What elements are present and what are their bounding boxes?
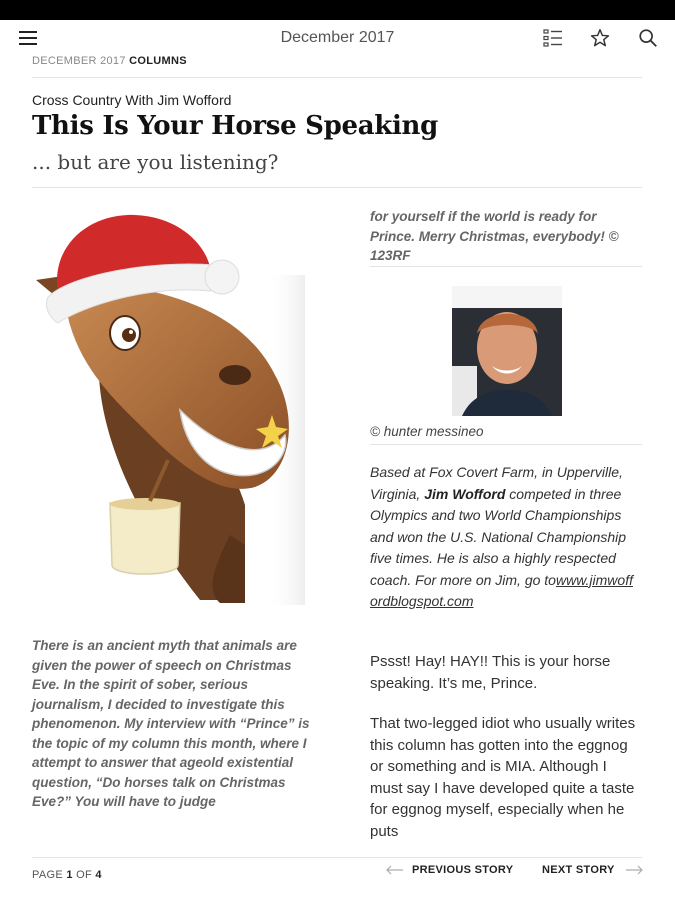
- next-story-button[interactable]: [542, 864, 643, 884]
- body-paragraph: Pssst! Hay! HAY!! This is your horse speaking. It’s me, Prince.: [370, 653, 611, 692]
- photo-credit: © hunter messineo: [370, 424, 484, 439]
- horse-in-santa-hat-image: [30, 205, 320, 625]
- star-icon[interactable]: [589, 27, 611, 49]
- bio-text: Based at Fox Covert Farm, in Upperville, Virginia,: [370, 464, 623, 502]
- author-blog-link[interactable]: www.jimwoffordblogspot.com: [370, 571, 633, 609]
- author-name: Jim Wofford: [424, 485, 506, 502]
- divider: [370, 266, 642, 267]
- article-title: This Is Your Horse Speaking: [32, 111, 439, 141]
- divider: [32, 187, 642, 188]
- page-indicator: [32, 869, 102, 881]
- breadcrumb-section[interactable]: COLUMNS: [129, 55, 187, 67]
- bio-text: competed in three Olympics and two World Championships and won the U.S. National Championship five times. He is also a highly respected coach. For more on Jim, go to: [370, 485, 627, 588]
- column-series-title: Cross Country With Jim Wofford: [32, 92, 232, 108]
- page-total: 4: [95, 869, 102, 881]
- previous-story-label: PREVIOUS STORY: [412, 864, 514, 877]
- top-app-bar: [0, 20, 675, 56]
- intro-paragraph: There is an ancient myth that animals are given the power of speech on Christmas Eve. In the spirit of sober, serious journalism, I decided to investigate this phenomenon. My interview with “Prince” is the topic of my column this month, where I attempt to answer that ageold existential question, “Do horses talk on Christmas Eve?” You will have to judge: [32, 638, 310, 809]
- previous-story-button[interactable]: [386, 864, 513, 884]
- image-caption-continued: for yourself if the world is ready for Prince. Merry Christmas, everybody! © 123RF: [370, 209, 619, 263]
- breadcrumb: [32, 55, 187, 67]
- author-photo: [452, 286, 562, 416]
- article-subtitle: ... but are you listening?: [32, 150, 279, 174]
- arrow-left-icon: [386, 865, 404, 875]
- divider: [32, 77, 642, 78]
- table-of-contents-icon[interactable]: [543, 29, 563, 47]
- body-paragraph: That two-legged idiot who usually writes this column has gotten into the eggnog or something and is MIA. Although I must say I have developed quite a taste for eggnog myself, especially when he puts: [370, 715, 636, 840]
- divider: [32, 857, 642, 858]
- next-story-label: NEXT STORY: [542, 864, 615, 877]
- issue-title: December 2017: [280, 29, 395, 46]
- page-of-label: OF: [76, 869, 92, 881]
- search-icon[interactable]: [637, 27, 659, 49]
- status-bar: [0, 0, 675, 20]
- arrow-right-icon: [625, 865, 643, 875]
- page-label: PAGE: [32, 869, 63, 881]
- page-current: 1: [66, 869, 73, 881]
- author-bio: [370, 462, 640, 613]
- divider: [370, 444, 642, 445]
- breadcrumb-date: DECEMBER 2017: [32, 55, 126, 67]
